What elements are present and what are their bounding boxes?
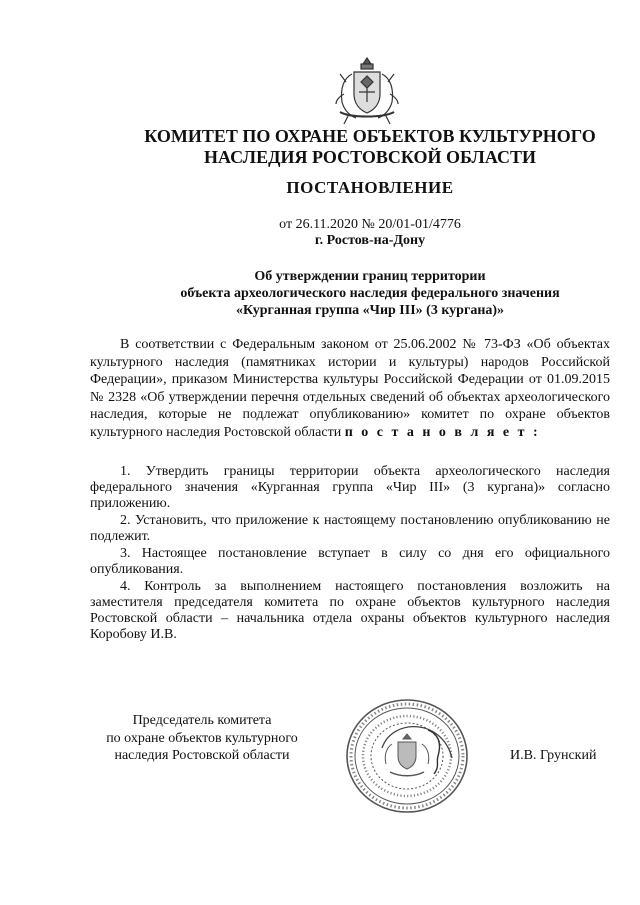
issuer-line-1: КОМИТЕТ ПО ОХРАНЕ ОБЪЕКТОВ КУЛЬТУРНОГО <box>144 126 596 146</box>
signatory-title-line-2: по охране объектов культурного <box>106 730 298 746</box>
signatory-name: И.В. Грунский <box>510 748 597 763</box>
subject-line-3: «Курганная группа «Чир III» (3 кургана)» <box>235 303 505 318</box>
resolution-item: 3. Настоящее постановление вступает в силу со дня его официального опубликования. <box>90 546 610 577</box>
resolution-item: 4. Контроль за выполнением настоящего постановления возложить на заместителя председателя комитета по охране объектов культурного наследия Ростовской области – начальника отдела охраны объектов культурного наследия Коробову И.В. <box>90 579 610 642</box>
document-type: ПОСТАНОВЛЕНИЕ <box>286 178 454 197</box>
resolution-items <box>90 464 610 644</box>
resolution-item: 1. Утвердить границы территории объекта археологического наследия федерального значения «Курганная группа «Чир III» (3 кургана)» согласно приложению. <box>90 464 610 511</box>
signatory-title <box>92 712 312 765</box>
issuer-header <box>90 126 640 168</box>
preamble-text: В соответствии с Федеральным законом от 25.06.2002 № 73-ФЗ «Об объектах культурного наследия (памятниках истории и культуры) народов Российской Федерации», приказом Министерства культуры Российской Федерации от 01.09.2015 № 2328 «Об утверждении перечня отдельных сведений об объектах археологического наследия, которые не подлежат опубликованию» комитет по охране объектов культурного наследия Ростовской области <box>90 337 610 440</box>
preamble <box>90 336 610 441</box>
subject-line-1: Об утверждении границ территории <box>254 269 486 284</box>
resolution-item: 2. Установить, что приложение к настоящему постановлению опубликованию не подлежит. <box>90 513 610 544</box>
issuer-line-2: НАСЛЕДИЯ РОСТОВСКОЙ ОБЛАСТИ <box>204 147 536 167</box>
document-city: г. Ростов-на-Дону <box>314 233 426 248</box>
document-date-number: от 26.11.2020 № 20/01-01/4776 <box>279 217 461 232</box>
coat-of-arms-icon <box>326 54 408 126</box>
signatory-title-line-3: наследия Ростовской области <box>114 748 290 763</box>
decree-word: п о с т а н о в л я е т : <box>344 424 541 440</box>
signatory-title-line-1: Председатель комитета <box>132 713 272 728</box>
subject-line-2: объекта археологического наследия федерального значения <box>180 286 560 301</box>
document-subject <box>90 268 640 319</box>
official-seal-icon <box>342 696 472 816</box>
